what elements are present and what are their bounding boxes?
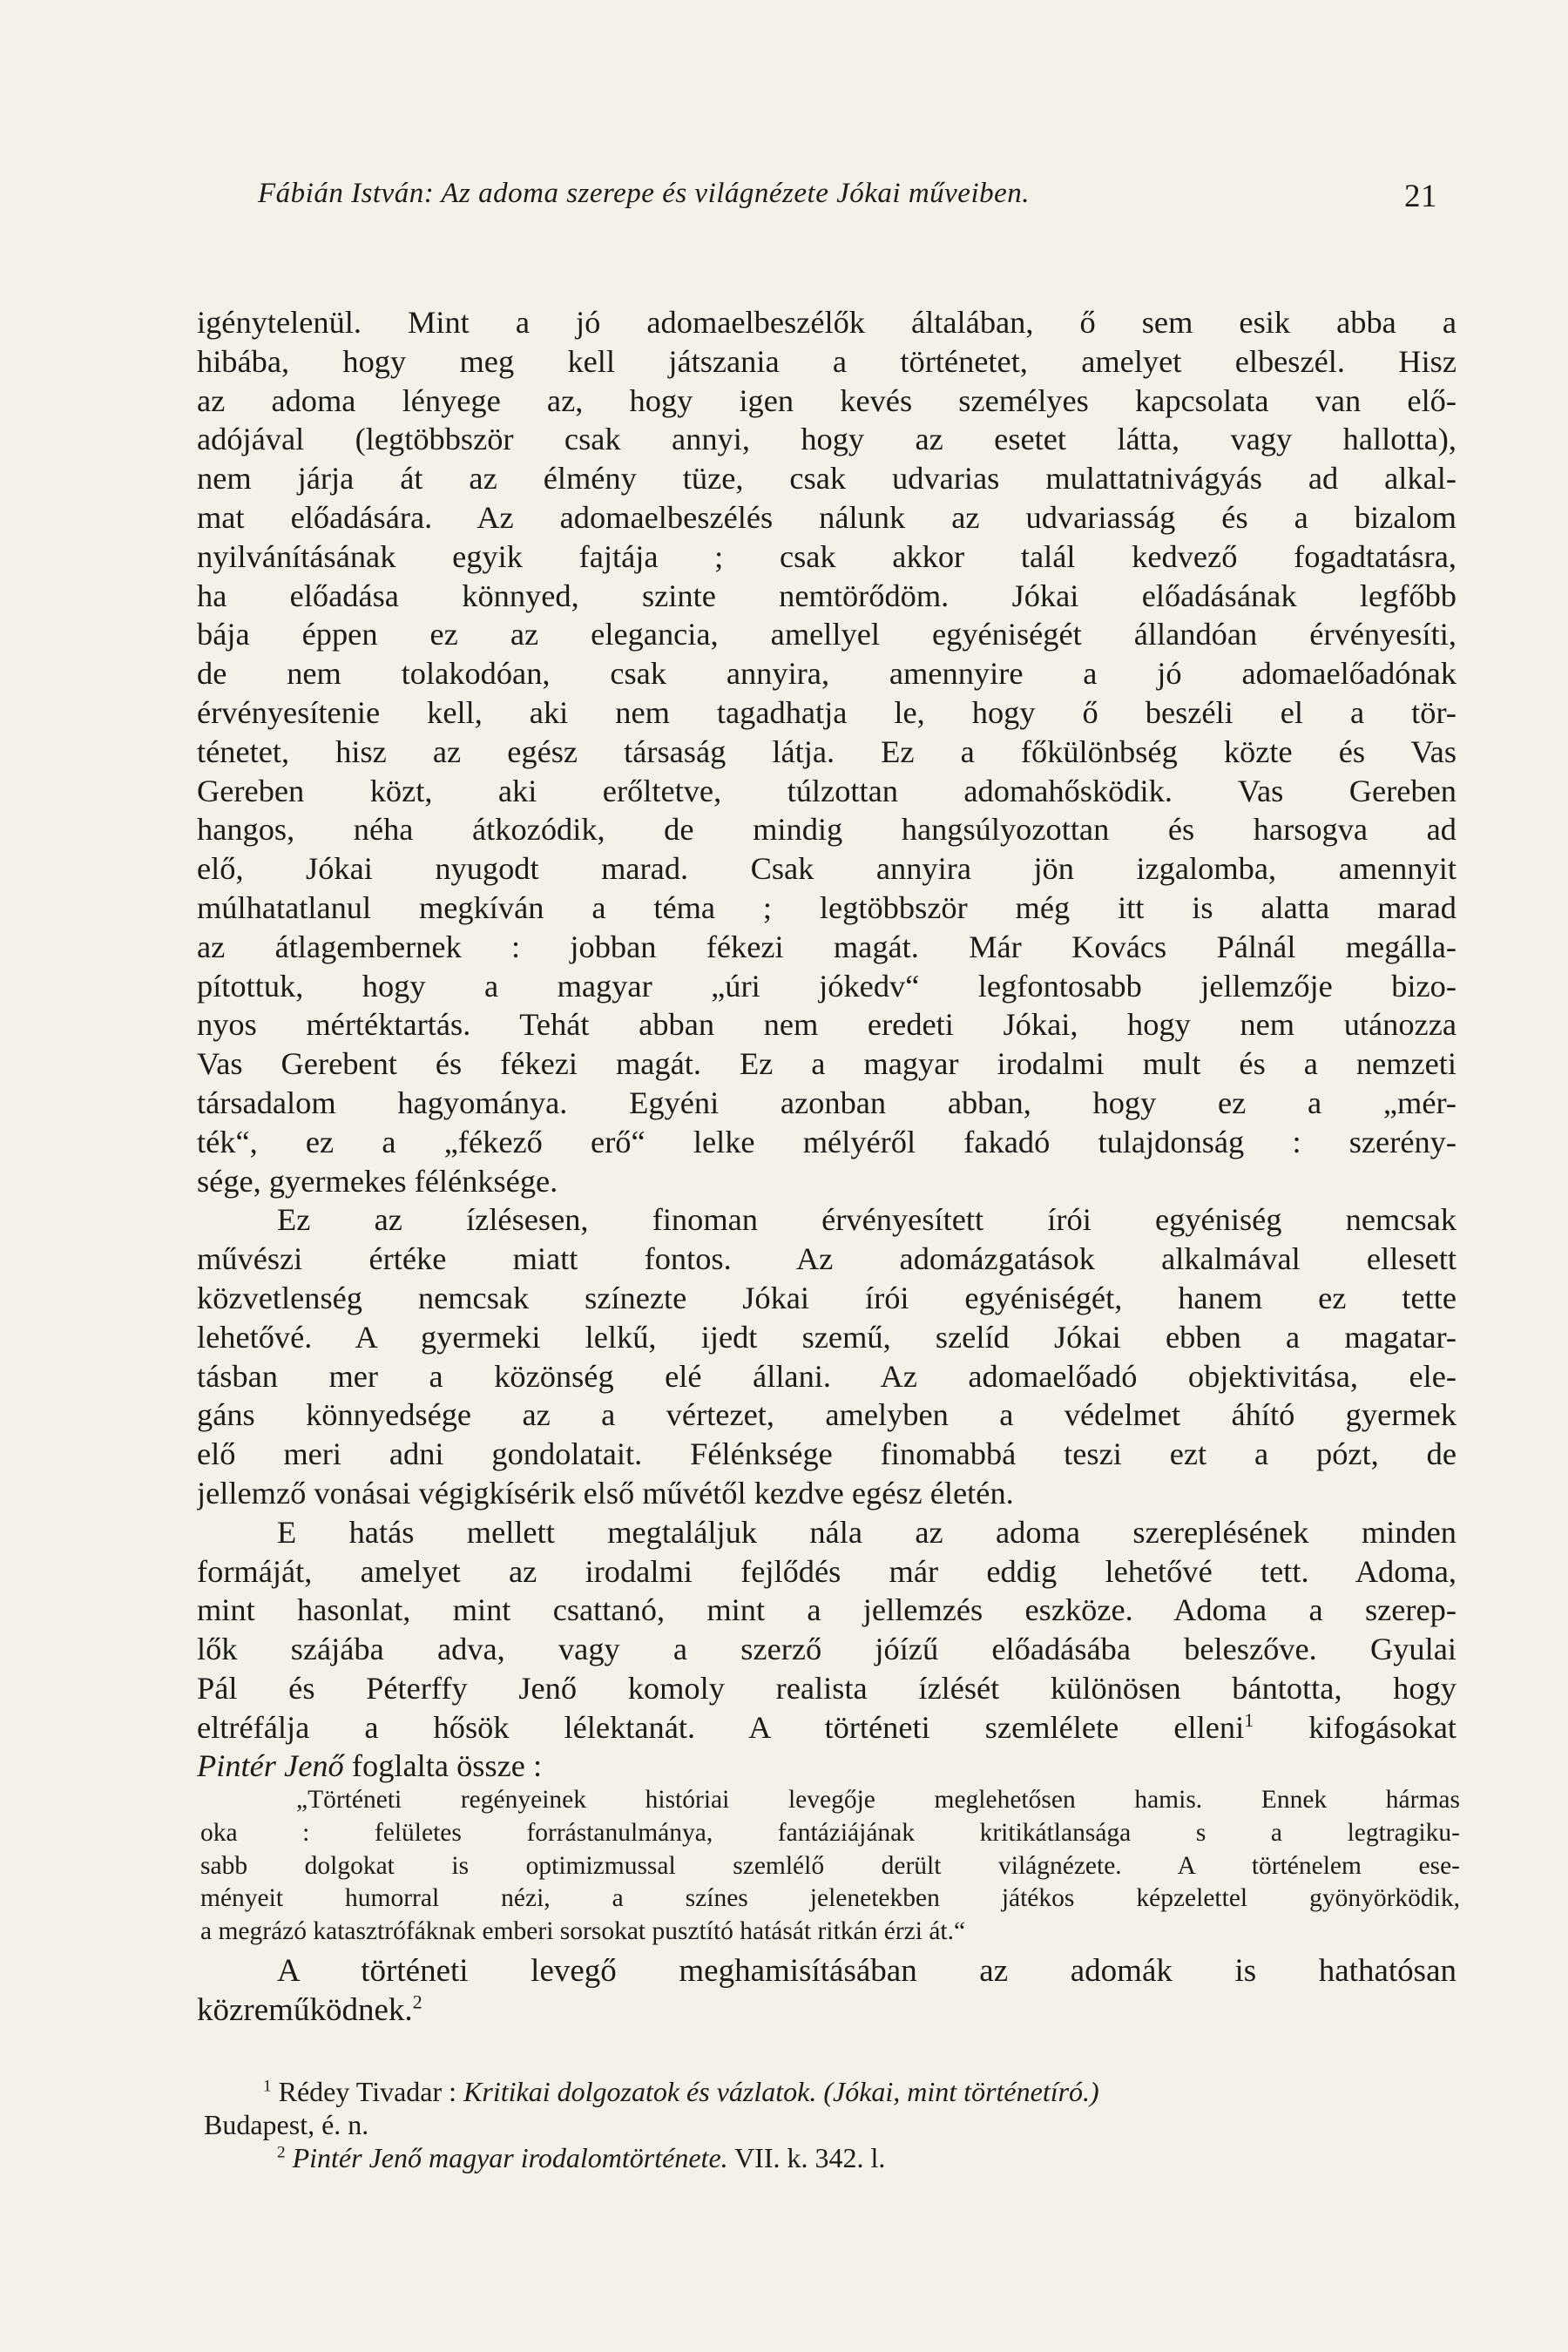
- text-line: ha előadása könnyed, szinte nemtörődöm. Jókai előadásának legfőbb: [197, 578, 1456, 613]
- quote-line: „Történeti regényeinek históriai levegője meglehetősen hamis. Ennek hármas: [296, 1786, 1460, 1814]
- text-line: az átlagembernek : jobban fékezi magát. Már Kovács Pálnál megálla-: [197, 929, 1456, 964]
- block-quote: [200, 1784, 1460, 1949]
- text-line: E hatás mellett megtaláljuk nála az adoma szereplésének minden: [277, 1514, 1456, 1550]
- quote-line: ményeit humorral nézi, a színes jelenetekben játékos képzelettel gyönyörködik,: [200, 1884, 1460, 1913]
- text-line: nem járja át az élmény tüze, csak udvarias mulattatnivágyás ad alkal-: [197, 461, 1456, 497]
- text-line: A történeti levegő meghamisításában az adomák is hathatósan: [277, 1953, 1456, 1989]
- text-line: Vas Gerebent és fékezi magát. Ez a magyar irodalmi mult és a nemzeti: [197, 1046, 1456, 1082]
- running-header: [258, 178, 1437, 230]
- text-line: múlhatatlanul megkíván a téma ; legtöbbször még itt is alatta marad: [197, 889, 1456, 925]
- footnote-2: [197, 2141, 1456, 2174]
- text-segment: foglalta össze :: [351, 1748, 543, 1784]
- text-line: mint hasonlat, mint csattanó, mint a jellemzés eszköze. Adoma a szerep-: [197, 1592, 1456, 1628]
- after-quote-paragraph: [197, 1951, 1456, 2030]
- quote-line: oka : felületes forrástanulmánya, fantáziájának kritikátlansága s a legtragiku-: [200, 1818, 1460, 1847]
- text-segment: eltréfálja a hősök lélektanát. A történeti szemlélete elleni: [197, 1709, 1245, 1745]
- text-line: lők szájába adva, vagy a szerző jóízű előadásába beleszőve. Gyulai: [197, 1632, 1456, 1667]
- footnotes: [197, 2075, 1456, 2174]
- text-line: az adoma lényege az, hogy igen kevés személyes kapcsolata van elő-: [197, 382, 1456, 418]
- quote-line: a megrázó katasztrófáknak emberi sorsokat pusztító hatását ritkán érzi át.“: [200, 1917, 966, 1946]
- footnote-number: 1: [263, 2077, 272, 2096]
- footnote-number: 2: [277, 2143, 286, 2162]
- text-line: ténetet, hisz az egész társaság látja. Ez a főkülönbség közte és Vas: [197, 733, 1456, 769]
- text-line: ték“, ez a „fékező erő“ lelke mélyéről fakadó tulajdonság : szerény-: [197, 1124, 1456, 1159]
- footnote-author: Rédey Tivadar :: [278, 2076, 457, 2107]
- footnote-mark: 2: [412, 1990, 422, 2013]
- text-line: mat előadására. Az adomaelbeszélés nálunk az udvariasság és a bizalom: [197, 499, 1456, 535]
- text-line: Ez az ízlésesen, finoman érvényesített írói egyéniség nemcsak: [277, 1202, 1456, 1238]
- text-line-with-citation: [197, 1747, 1456, 1786]
- footnote-title: Pintér Jenő magyar irodalomtörténete.: [292, 2142, 728, 2173]
- text-line: hibába, hogy meg kell játszania a történetet, amelyet elbeszél. Hisz: [197, 343, 1456, 379]
- text-line: jellemző vonásai végigkísérik első művétől kezdve egész életén.: [197, 1475, 1014, 1511]
- footnote-title: Kritikai dolgozatok és vázlatok. (Jókai, mint történetíró.): [463, 2076, 1099, 2107]
- text-line: hangos, néha átkozódik, de mindig hangsúlyozottan és harsogva ad: [197, 812, 1456, 848]
- text-segment: kifogásokat: [1308, 1709, 1456, 1745]
- text-line: de nem tolakodóan, csak annyira, amennyire a jó adomaelőadónak: [197, 656, 1456, 692]
- cited-author: Pintér Jenő: [197, 1748, 344, 1784]
- text-line: Gereben közt, aki erőltetve, túlzottan adomahősködik. Vas Gereben: [197, 773, 1456, 808]
- text-line: igénytelenül. Mint a jó adomaelbeszélők általában, ő sem esik abba a: [197, 305, 1456, 340]
- text-line-with-footnote: [197, 1708, 1456, 1747]
- footnote-1: [197, 2075, 1456, 2108]
- text-line: elő, Jókai nyugodt marad. Csak annyira jön izgalomba, amennyit: [197, 851, 1456, 887]
- footnote-detail: VII. k. 342. l.: [734, 2142, 886, 2173]
- running-title: Fábián István: Az adoma szerepe és világnézete Jókai műveiben.: [258, 178, 1031, 209]
- text-line: lehetővé. A gyermeki lelkű, ijedt szemű, szelíd Jókai ebben a magatar-: [197, 1319, 1456, 1355]
- text-line: adójával (legtöbbször csak annyi, hogy az esetet látta, vagy hallotta),: [197, 422, 1456, 457]
- main-text: [197, 303, 1456, 1786]
- text-line: érvényesítenie kell, aki nem tagadhatja le, hogy ő beszéli el a tör-: [197, 694, 1456, 730]
- text-line: társadalom hagyománya. Egyéni azonban abban, hogy ez a „mér-: [197, 1085, 1456, 1120]
- text-line: közvetlenség nemcsak színezte Jókai írói egyéniségét, hanem ez tette: [197, 1280, 1456, 1315]
- text-line: pítottuk, hogy a magyar „úri jókedv“ legfontosabb jellemzője bizo-: [197, 968, 1456, 1004]
- text-line: tásban mer a közönség elé állani. Az adomaelőadó objektivitása, ele-: [197, 1358, 1456, 1394]
- text-line: gáns könnyedsége az a vértezet, amelyben a védelmet áhító gyermek: [197, 1397, 1456, 1433]
- text-line: bája éppen ez az elegancia, amellyel egyéniségét állandóan érvényesíti,: [197, 617, 1456, 652]
- text-line: művészi értéke miatt fontos. Az adomázgatások alkalmával ellesett: [197, 1241, 1456, 1277]
- text-line-with-footnote: [197, 1990, 1456, 2030]
- footnote-mark: 1: [1244, 1709, 1254, 1731]
- text-line: sége, gyermekes félénksége.: [197, 1163, 558, 1199]
- text-line: elő meri adni gondolatait. Félénksége finomabbá teszi ezt a pózt, de: [197, 1436, 1456, 1472]
- quote-line: sabb dolgokat is optimizmussal szemlélő derült világnézete. A történelem ese-: [200, 1851, 1460, 1880]
- page-number: 21: [1404, 179, 1437, 214]
- footnote-1-continued: Budapest, é. n.: [204, 2109, 369, 2140]
- text-line: nyos mértéktartás. Tehát abban nem eredeti Jókai, hogy nem utánozza: [197, 1007, 1456, 1043]
- text-segment: közreműködnek.: [197, 1992, 413, 2028]
- text-line: formáját, amelyet az irodalmi fejlődés már eddig lehetővé tett. Adoma,: [197, 1553, 1456, 1589]
- text-line: nyilvánításának egyik fajtája ; csak akkor talál kedvező fogadtatásra,: [197, 538, 1456, 574]
- text-line: Pál és Péterffy Jenő komoly realista ízlését különösen bántotta, hogy: [197, 1670, 1456, 1706]
